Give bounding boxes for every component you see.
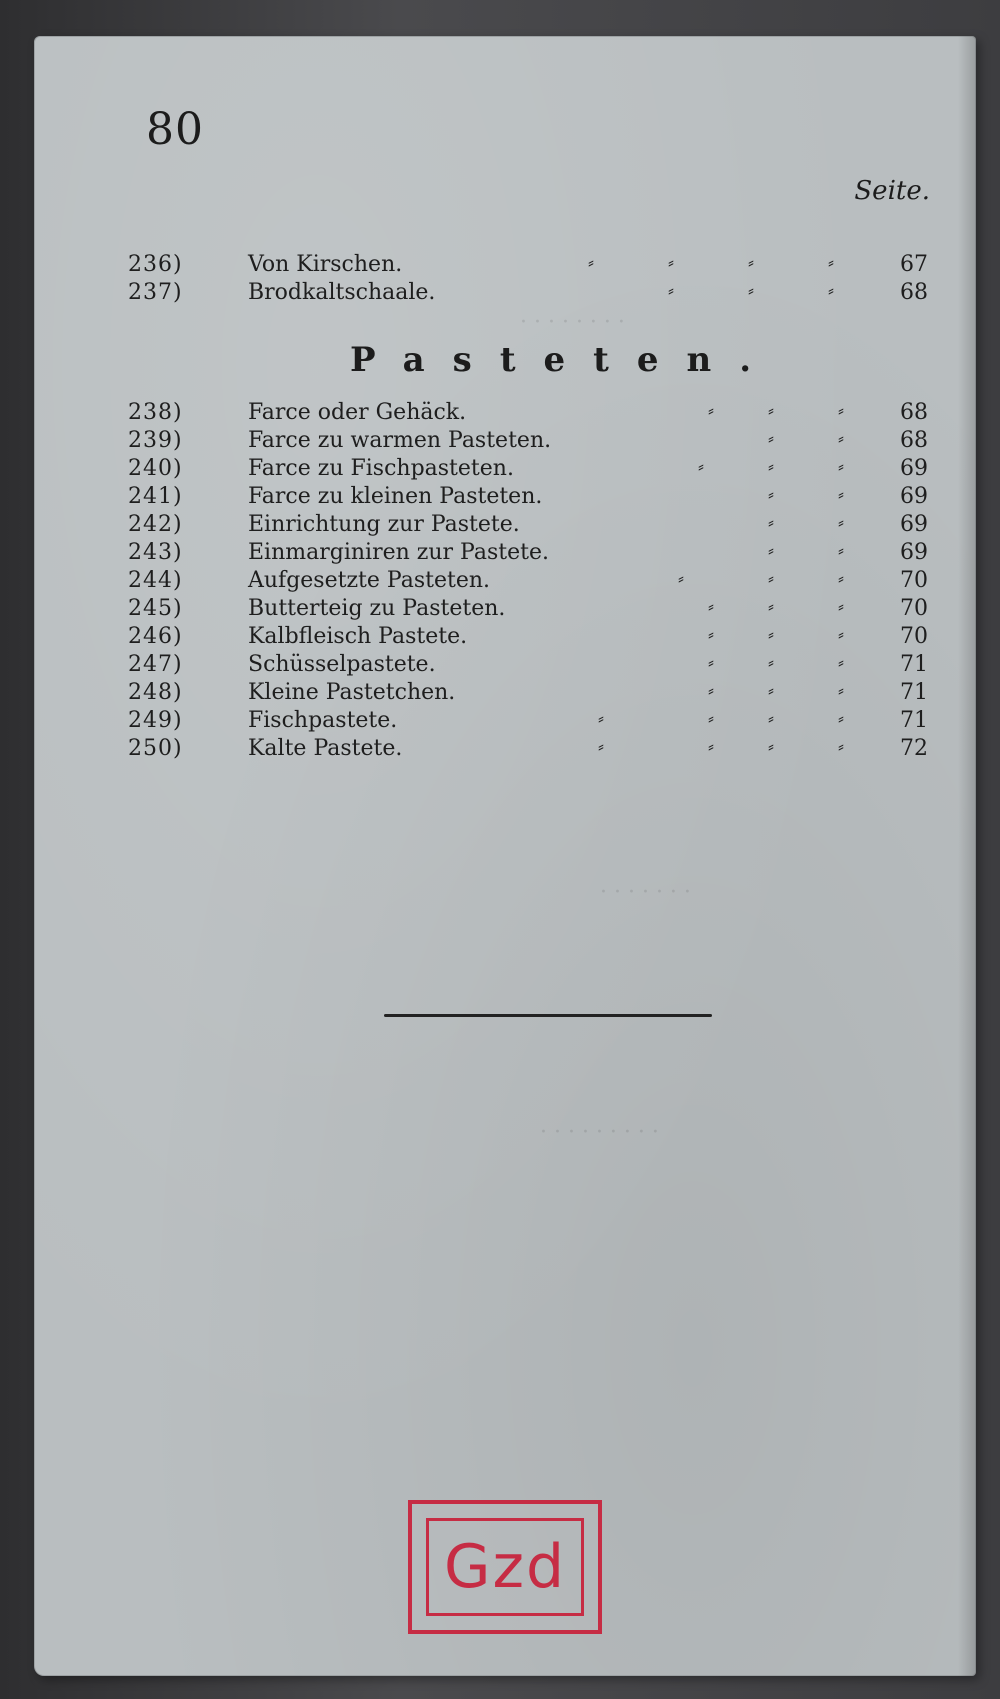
entry-page: 68 [900, 428, 928, 453]
entry-page: 68 [900, 400, 928, 425]
entry-page: 70 [900, 596, 928, 621]
stamp-text: Gzd [443, 1532, 567, 1602]
entry-page: 71 [900, 652, 928, 677]
entry-number: 250) [128, 736, 183, 761]
entry-title: Farce zu kleinen Pasteten. [248, 484, 543, 509]
entry-title: Farce oder Gehäck. [248, 400, 467, 425]
entry-number: 247) [128, 652, 183, 677]
entry-number: 248) [128, 680, 183, 705]
entry-page: 69 [900, 540, 928, 565]
entry-title: Kleine Pastetchen. [248, 680, 456, 705]
index-entry: 240) Farce zu Fischpasteten. ⸗ ⸗ ⸗ 69 [128, 456, 928, 481]
column-header-page: Seite. [854, 176, 930, 206]
entry-page: 69 [900, 456, 928, 481]
entry-number: 238) [128, 400, 183, 425]
entry-title: Kalte Pastete. [248, 736, 403, 761]
entry-number: 241) [128, 484, 183, 509]
entry-page: 70 [900, 624, 928, 649]
index-entry: 241) Farce zu kleinen Pasteten. ⸗ ⸗ 69 [128, 484, 928, 509]
entry-number: 242) [128, 512, 183, 537]
entry-title: Einrichtung zur Pastete. [248, 512, 520, 537]
show-through-decoration: · · · · · · · · [520, 310, 625, 335]
section-heading: Pasteten. [350, 340, 780, 380]
entry-title: Schüsselpastete. [248, 652, 436, 677]
entry-page: 70 [900, 568, 928, 593]
entry-number: 240) [128, 456, 183, 481]
entry-title: Farce zu Fischpasteten. [248, 456, 514, 481]
entry-number: 237) [128, 280, 183, 305]
index-entry: 247) Schüsselpastete. ⸗ ⸗ ⸗ 71 [128, 652, 928, 677]
index-entry: 237) Brodkaltschaale. ⸗ ⸗ ⸗ 68 [128, 280, 928, 305]
entry-number: 246) [128, 624, 183, 649]
index-entry: 239) Farce zu warmen Pasteten. ⸗ ⸗ 68 [128, 428, 928, 453]
entry-title: Einmarginiren zur Pastete. [248, 540, 549, 565]
entry-title: Butterteig zu Pasteten. [248, 596, 506, 621]
index-entry: 238) Farce oder Gehäck. ⸗ ⸗ ⸗ 68 [128, 400, 928, 425]
entry-title: Brodkaltschaale. [248, 280, 436, 305]
index-entry: 244) Aufgesetzte Pasteten. ⸗ ⸗ ⸗ 70 [128, 568, 928, 593]
entry-page: 72 [900, 736, 928, 761]
show-through-decoration: · · · · · · · [600, 880, 691, 905]
entry-page: 69 [900, 484, 928, 509]
show-through-decoration: · · · · · · · · · [540, 1120, 659, 1145]
page-edge-shadow [958, 36, 976, 1676]
entry-number: 249) [128, 708, 183, 733]
entry-number: 236) [128, 252, 183, 277]
index-entry: 243) Einmarginiren zur Pastete. ⸗ ⸗ 69 [128, 540, 928, 565]
entry-page: 68 [900, 280, 928, 305]
stamp-inner-frame [426, 1518, 584, 1616]
entry-title: Von Kirschen. [248, 252, 403, 277]
index-entry: 248) Kleine Pastetchen. ⸗ ⸗ ⸗ 71 [128, 680, 928, 705]
entry-title: Farce zu warmen Pasteten. [248, 428, 552, 453]
entry-number: 245) [128, 596, 183, 621]
index-entry: 245) Butterteig zu Pasteten. ⸗ ⸗ ⸗ 70 [128, 596, 928, 621]
entry-page: 71 [900, 708, 928, 733]
entry-title: Fischpastete. [248, 708, 398, 733]
index-entry: 249) Fischpastete. ⸗ ⸗ ⸗ ⸗ 71 [128, 708, 928, 733]
entry-title: Kalbfleisch Pastete. [248, 624, 468, 649]
entry-title: Aufgesetzte Pasteten. [248, 568, 490, 593]
entry-number: 244) [128, 568, 183, 593]
index-entry: 246) Kalbfleisch Pastete. ⸗ ⸗ ⸗ 70 [128, 624, 928, 649]
library-stamp [408, 1500, 602, 1634]
entry-number: 239) [128, 428, 183, 453]
page-number: 80 [146, 104, 204, 155]
index-entry: 236) Von Kirschen. ⸗ ⸗ ⸗ ⸗ 67 [128, 252, 928, 277]
index-entry: 250) Kalte Pastete. ⸗ ⸗ ⸗ ⸗ 72 [128, 736, 928, 761]
entry-page: 69 [900, 512, 928, 537]
index-entry: 242) Einrichtung zur Pastete. ⸗ ⸗ 69 [128, 512, 928, 537]
horizontal-rule [384, 1014, 712, 1017]
entry-page: 67 [900, 252, 928, 277]
entry-page: 71 [900, 680, 928, 705]
entry-number: 243) [128, 540, 183, 565]
